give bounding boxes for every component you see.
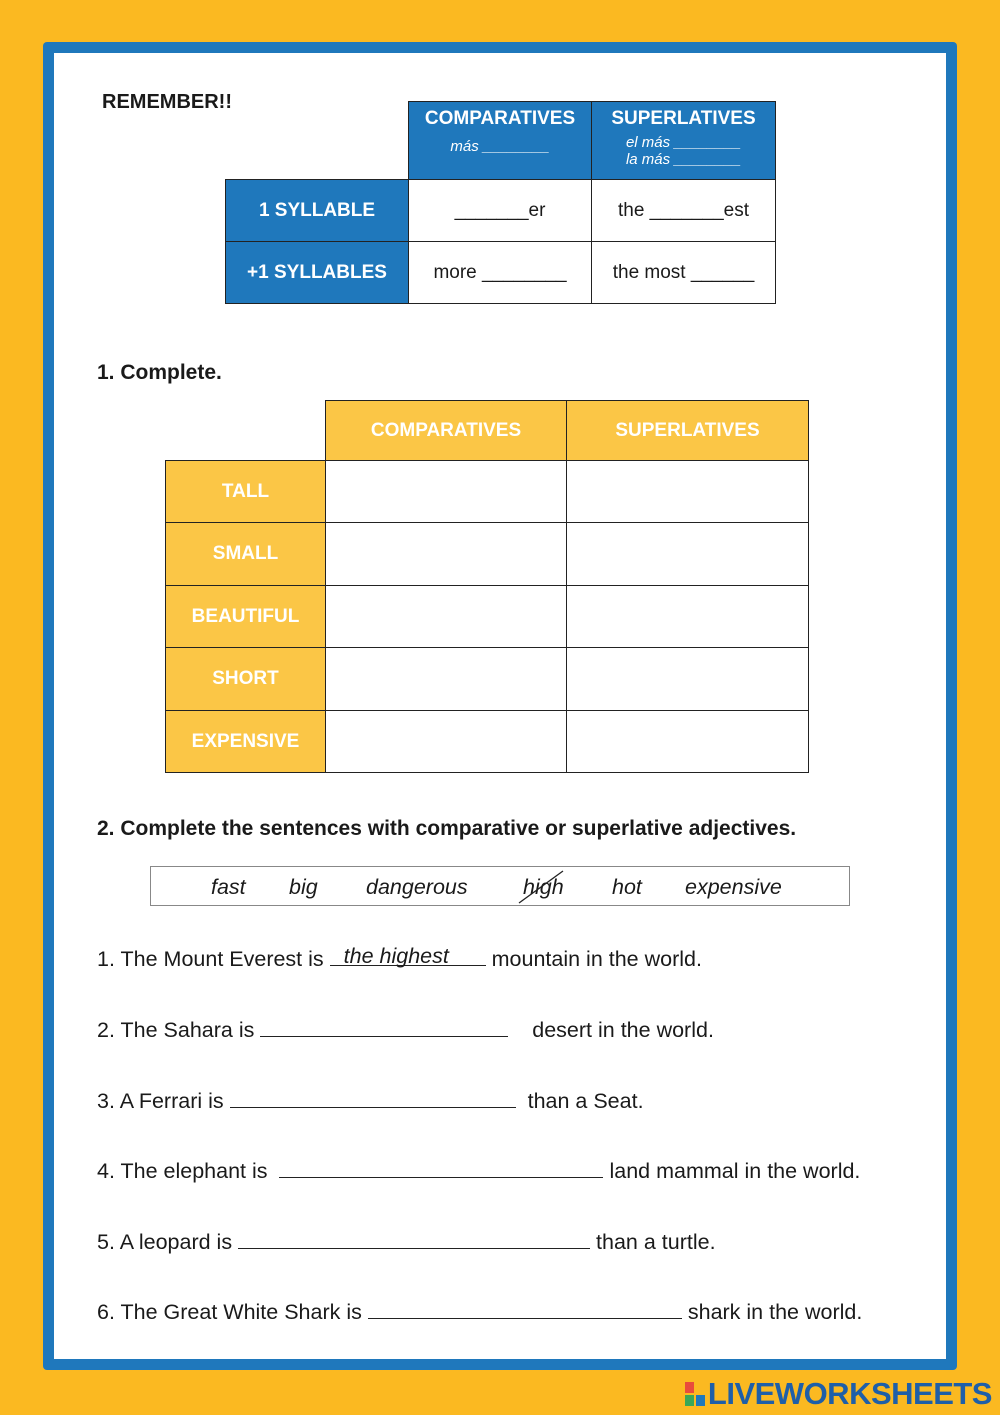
ex1-superlative-answer-cell[interactable] bbox=[566, 585, 809, 648]
sentence-2 bbox=[97, 1016, 714, 1043]
sentence-3-end: than a Seat. bbox=[527, 1089, 644, 1113]
sentence-1-answer: the highest bbox=[343, 944, 449, 968]
sentence-6-blank[interactable] bbox=[368, 1298, 682, 1319]
sentence-3-start: 3. A Ferrari is bbox=[97, 1089, 224, 1113]
sentence-4-blank[interactable] bbox=[279, 1157, 603, 1178]
ex1-comparative-answer-cell[interactable] bbox=[325, 647, 567, 711]
ex1-row-label: BEAUTIFUL bbox=[165, 585, 326, 648]
sentence-2-end: desert in the world. bbox=[532, 1018, 714, 1042]
word-bank-item: fast bbox=[211, 875, 246, 899]
remember-cell-2-comparative: more ________ bbox=[408, 241, 592, 304]
sentence-5 bbox=[97, 1228, 716, 1255]
ex1-superlative-answer-cell[interactable] bbox=[566, 710, 809, 773]
word-bank-item: big bbox=[289, 875, 318, 899]
sentence-1 bbox=[97, 945, 702, 972]
sentence-3-blank[interactable] bbox=[230, 1087, 516, 1108]
ex1-superlative-answer-cell[interactable] bbox=[566, 522, 809, 586]
word-bank-item: dangerous bbox=[366, 875, 468, 899]
remember-header-comparatives-title: COMPARATIVES bbox=[424, 108, 576, 129]
liveworksheets-logo-text: LIVEWORKSHEETS bbox=[707, 1376, 992, 1411]
liveworksheets-logo[interactable] bbox=[684, 1376, 992, 1412]
sentence-1-blank[interactable] bbox=[330, 945, 486, 966]
ex1-comparative-answer-cell[interactable] bbox=[325, 522, 567, 586]
sentence-5-start: 5. A leopard is bbox=[97, 1230, 233, 1254]
ex1-row-label: TALL bbox=[165, 460, 326, 523]
sentence-4-start: 4. The elephant is bbox=[97, 1159, 268, 1183]
word-bank-item: expensive bbox=[685, 875, 782, 899]
remember-cell-1-superlative: the _______est bbox=[591, 179, 776, 242]
sentence-2-blank[interactable] bbox=[260, 1016, 508, 1037]
remember-cell-2-superlative: the most ______ bbox=[591, 241, 776, 304]
remember-header-superlatives-sub2: la más ________ bbox=[625, 151, 742, 168]
sentence-4-end: land mammal in the world. bbox=[609, 1159, 861, 1183]
remember-cell-1-comparative: _______er bbox=[408, 179, 592, 242]
sentence-4 bbox=[97, 1157, 860, 1184]
remember-header-superlatives-sub1: el más ________ bbox=[625, 134, 742, 151]
remember-title: REMEMBER!! bbox=[102, 91, 232, 113]
sentence-1-start: 1. The Mount Everest is bbox=[97, 947, 324, 971]
sentence-6 bbox=[97, 1298, 862, 1325]
ex1-comparative-answer-cell[interactable] bbox=[325, 710, 567, 773]
ex1-row-label: EXPENSIVE bbox=[165, 710, 326, 773]
sentence-3 bbox=[97, 1087, 644, 1114]
sentence-6-start: 6. The Great White Shark is bbox=[97, 1300, 362, 1324]
remember-header-comparatives-sub: más ________ bbox=[450, 138, 550, 155]
sentence-5-end: than a turtle. bbox=[596, 1230, 716, 1254]
ex1-comparative-answer-cell[interactable] bbox=[325, 585, 567, 648]
remember-row-1-syllable: 1 SYLLABLE bbox=[225, 179, 409, 242]
word-bank-item-crossed: high bbox=[523, 875, 564, 899]
ex1-row-label: SHORT bbox=[165, 647, 326, 711]
sentence-6-end: shark in the world. bbox=[687, 1300, 863, 1324]
sentence-2-start: 2. The Sahara is bbox=[97, 1018, 255, 1042]
liveworksheets-logo-icon bbox=[684, 1379, 706, 1405]
remember-row-plus1-syllables: +1 SYLLABLES bbox=[225, 241, 409, 304]
sentence-5-blank[interactable] bbox=[238, 1228, 590, 1249]
word-bank-item: hot bbox=[612, 875, 642, 899]
remember-header-comparatives bbox=[408, 101, 592, 180]
exercise-2-title: 2. Complete the sentences with comparative or superlative adjectives. bbox=[97, 817, 797, 840]
ex1-header-comparatives: COMPARATIVES bbox=[325, 400, 567, 461]
remember-header-superlatives-title: SUPERLATIVES bbox=[611, 108, 756, 129]
ex1-comparative-answer-cell[interactable] bbox=[325, 460, 567, 523]
ex1-superlative-answer-cell[interactable] bbox=[566, 647, 809, 711]
word-bank bbox=[150, 866, 850, 906]
ex1-header-superlatives: SUPERLATIVES bbox=[566, 400, 809, 461]
remember-header-superlatives bbox=[591, 101, 776, 180]
strikethrough-mark bbox=[517, 869, 565, 905]
sentence-1-end: mountain in the world. bbox=[491, 947, 702, 971]
ex1-row-label: SMALL bbox=[165, 522, 326, 586]
ex1-superlative-answer-cell[interactable] bbox=[566, 460, 809, 523]
exercise-1-title: 1. Complete. bbox=[97, 361, 222, 384]
